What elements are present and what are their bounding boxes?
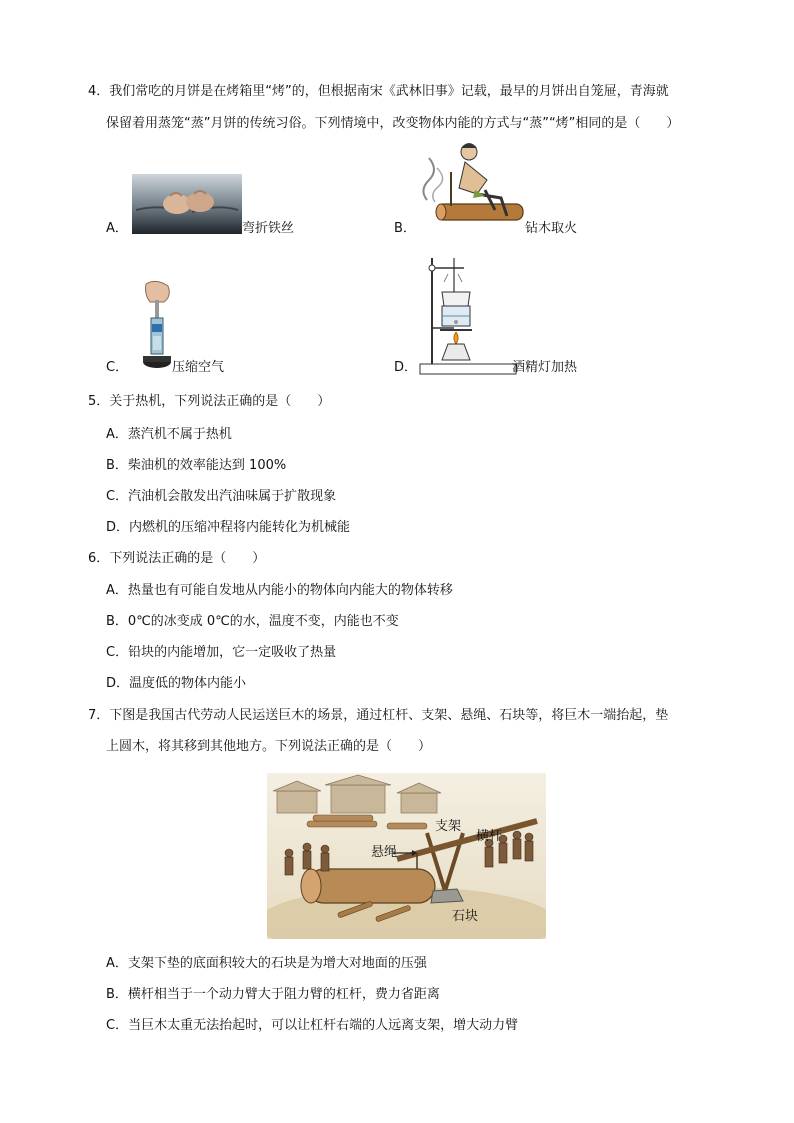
q4-option-a-caption: 弯折铁丝: [242, 221, 295, 236]
q4-option-d-caption: 酒精灯加热: [512, 360, 578, 375]
q7-option-c: C．当巨木太重无法抬起时，可以让杠杆右端的人远离支架，增大动力臂: [106, 1018, 519, 1033]
q6-stem: 6．下列说法正确的是（ ）: [88, 551, 266, 566]
label-zhijia: 支架: [435, 819, 462, 834]
bending-wire-image: [132, 174, 242, 234]
q4-stem-line1: 4．我们常吃的月饼是在烤箱里“烤”的，但根据南宋《武林旧事》记载，最早的月饼出自笼屉，青海就: [88, 84, 669, 99]
label-shikuai: 石块: [452, 909, 479, 924]
timber-transport-figure: [267, 773, 546, 939]
q7-stem-line1: 7．下图是我国古代劳动人民运送巨木的场景，通过杠杆、支架、悬绳、石块等，将巨木一端抬起，垫: [88, 708, 669, 723]
q7-option-a: A．支架下垫的底面积较大的石块是为增大对地面的压强: [106, 956, 427, 971]
timber-transport-illustration: [267, 773, 546, 939]
air-compression-syringe-image: [140, 278, 174, 374]
q6-option-a: A．热量也有可能自发地从内能小的物体向内能大的物体转移: [106, 583, 453, 598]
q4-option-c-caption: 压缩空气: [172, 360, 225, 375]
drilling-wood-fire-image: [415, 140, 527, 236]
q4-option-a-letter: A．: [106, 221, 128, 236]
alcohol-lamp-heating-image: [418, 252, 518, 378]
q4-option-d-letter: D．: [394, 360, 418, 375]
q5-stem: 5．关于热机，下列说法正确的是（ ）: [88, 394, 331, 409]
q5-option-b: B．柴油机的效率能达到 100%: [106, 458, 287, 473]
q6-option-d: D．温度低的物体内能小: [106, 676, 247, 691]
q4-option-b-letter: B．: [394, 221, 416, 236]
q4-option-b-caption: 钻木取火: [525, 221, 578, 236]
q4-stem-line2: 保留着用蒸笼“蒸”月饼的传统习俗。下列情境中，改变物体内能的方式与“蒸”“烤”相同的是（ ）: [106, 116, 680, 131]
q5-option-a: A．蒸汽机不属于热机: [106, 427, 232, 442]
q7-option-b: B．横杆相当于一个动力臂大于阻力臂的杠杆，费力省距离: [106, 987, 440, 1002]
q5-option-c: C．汽油机会散发出汽油味属于扩散现象: [106, 489, 337, 504]
q5-option-d: D．内燃机的压缩冲程将内能转化为机械能: [106, 520, 351, 535]
q4-option-c-letter: C．: [106, 360, 129, 375]
label-xuansheng: 悬绳: [371, 845, 398, 860]
q7-stem-line2: 上圆木，将其移到其他地方。下列说法正确的是（ ）: [106, 739, 432, 754]
q6-option-b: B．0℃的冰变成 0℃的水，温度不变，内能也不变: [106, 614, 399, 629]
q6-option-c: C．铅块的内能增加，它一定吸收了热量: [106, 645, 337, 660]
label-henggan: 横杆: [476, 829, 503, 844]
